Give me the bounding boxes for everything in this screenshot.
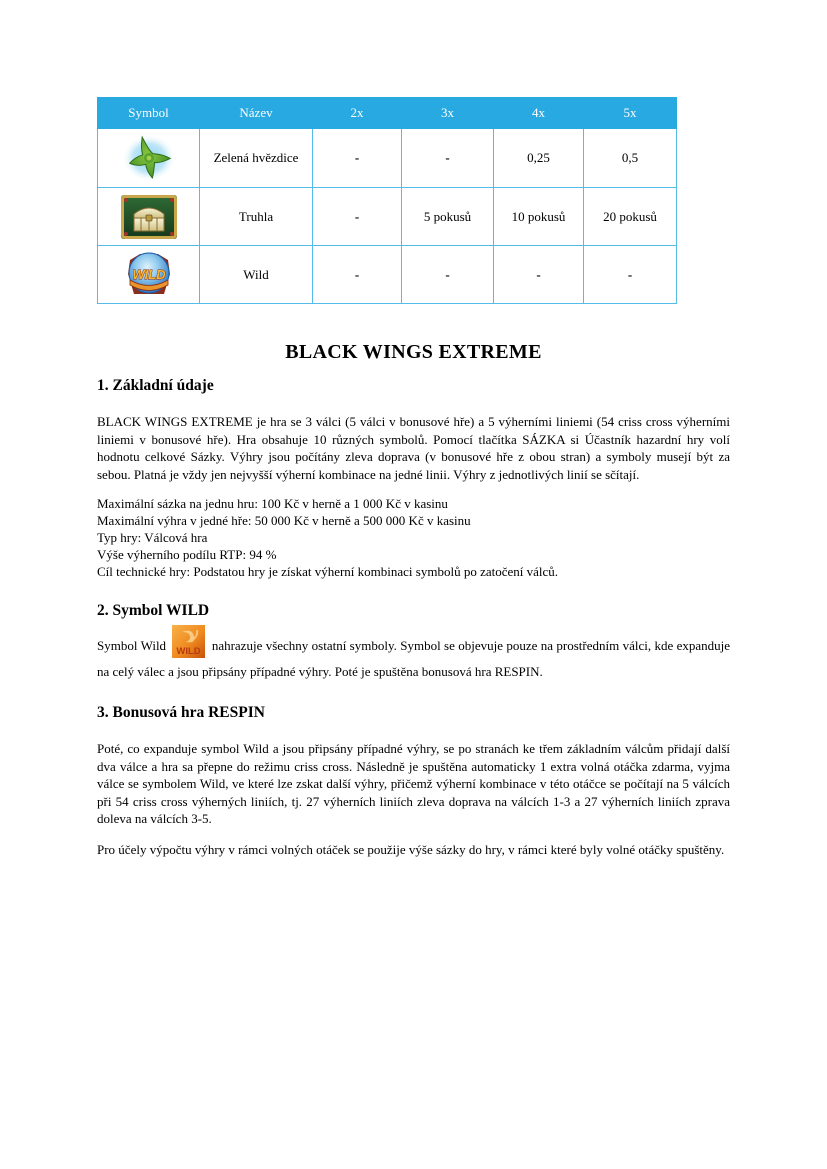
value-2x: - [313, 129, 402, 188]
value-2x: - [313, 246, 402, 304]
value-4x: - [494, 246, 584, 304]
info-line-max-win: Maximální výhra v jedné hře: 50 000 Kč v herně a 500 000 Kč v kasinu [97, 513, 471, 528]
symbol-cell [98, 246, 200, 304]
table-row [98, 188, 677, 246]
section-heading-zakladni-udaje: 1. Základní údaje [97, 377, 214, 394]
col-header-symbol: Symbol [98, 98, 200, 129]
value-5x: - [584, 246, 677, 304]
inline-wild-icon [172, 646, 208, 661]
paragraph-respin-2: Pro účely výpočtu výhry v rámci volných otáček se použije výše sázky do hry, v rámci které byly volné otáčky spuštěny. [97, 841, 725, 857]
value-3x: 5 pokusů [402, 188, 494, 246]
col-header-5x: 5x [584, 98, 677, 129]
symbol-name: Wild [200, 246, 313, 304]
symbol-name: Truhla [200, 188, 313, 246]
wild-text-before: Symbol Wild [97, 638, 167, 653]
value-4x: 0,25 [494, 129, 584, 188]
table-row [98, 246, 677, 304]
page-content [97, 97, 730, 858]
col-header-3x: 3x [402, 98, 494, 129]
symbol-paytable [97, 97, 677, 304]
inline-wild-label: WILD [176, 646, 202, 657]
wild-text-after: nahrazuje všechny ostatní symboly. Symbol se objevuje pouze na prostředním válci, kde expanduje na celý válec a jsou připsány případné výhry. Poté je spuštěna bonusová hra RESPIN. [97, 638, 731, 679]
paytable-header-row [98, 98, 677, 129]
treasure-chest-icon [99, 195, 198, 239]
section-heading-symbol-wild: 2. Symbol WILD [97, 602, 210, 619]
page-title: BLACK WINGS EXTREME [285, 341, 542, 363]
wild-globe-icon [99, 250, 198, 300]
paragraph-basic-info: BLACK WINGS EXTREME je hra se 3 válci (5 válci v bonusové hře) a 5 výherními liniemi (54 criss cross výherními liniemi v bonusové hře). Hra obsahuje 10 různých symbolů. Pomocí tlačítka SÁZKA si Účastník hazardní hry volí hodnotu celkové Sázky. Výhry jsou počítány zleva doprava (v bonusové hře z obou stran) a symboly musejí být za sebou. Platná je vždy jen nejvyšší výherní kombinace na jedné linii. Výhry z jednotlivých linií se sčítají. [97, 414, 730, 482]
green-starfish-icon [99, 130, 198, 186]
info-line-goal: Cíl technické hry: Podstatou hry je získat výherní kombinaci symbolů po zatočení válců. [97, 564, 559, 579]
paragraph-wild [97, 625, 730, 680]
value-3x: - [402, 246, 494, 304]
value-2x: - [313, 188, 402, 246]
info-line-max-bet: Maximální sázka na jednu hru: 100 Kč v herně a 1 000 Kč v kasinu [97, 496, 448, 511]
symbol-cell [98, 188, 200, 246]
section-heading-bonus-respin: 3. Bonusová hra RESPIN [97, 704, 265, 721]
wild-globe-label: WILD [131, 266, 166, 282]
symbol-cell [98, 129, 200, 188]
info-line-rtp: Výše výherního podílu RTP: 94 % [97, 547, 277, 562]
col-header-2x: 2x [313, 98, 402, 129]
table-row [98, 129, 677, 188]
col-header-name: Název [200, 98, 313, 129]
value-5x: 20 pokusů [584, 188, 677, 246]
info-line-game-type: Typ hry: Válcová hra [97, 530, 208, 545]
symbol-name: Zelená hvězdice [200, 129, 313, 188]
col-header-4x: 4x [494, 98, 584, 129]
paragraph-respin-1: Poté, co expanduje symbol Wild a jsou připsány případné výhry, se po stranách ke třem základním válcům přidají další dva válce a hra sa přepne do režimu criss cross. Následně je spuštěna automaticky 1 extra volná otáčka zdarma, vyjma válce se symbolem Wild, ve které lze zskat další výhry, přičemž výherní kombinace v této otáčce se počítají na 5 válcích při 54 criss cross výherných liniích, tj. 27 výherních liniích zleva doprava na válcích 1-3 a 27 výherních liniích zprava doleva na válcích 3-5. [97, 741, 730, 826]
value-5x: 0,5 [584, 129, 677, 188]
value-3x: - [402, 129, 494, 188]
info-lines [97, 495, 730, 580]
value-4x: 10 pokusů [494, 188, 584, 246]
